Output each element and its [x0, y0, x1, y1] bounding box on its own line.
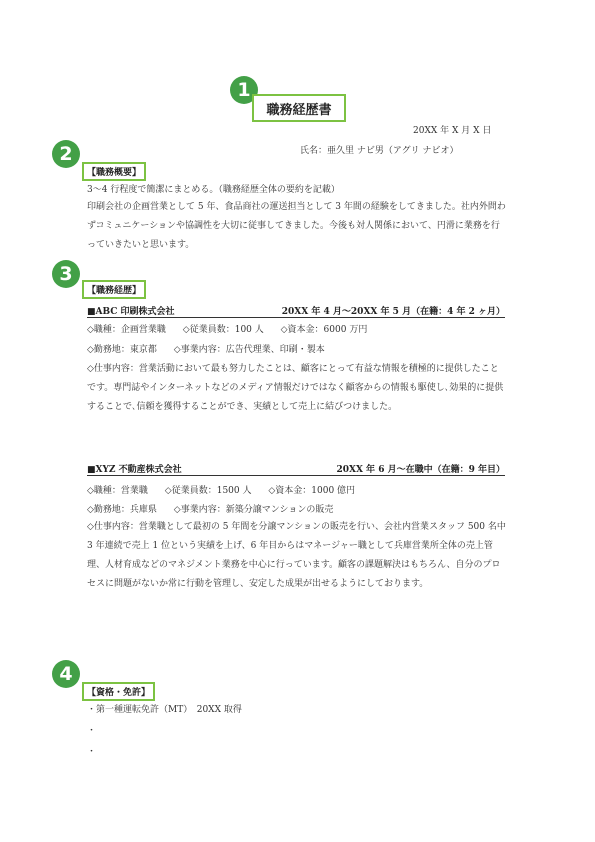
document-date: 20XX 年 X 月 X 日 [413, 126, 492, 136]
job-employees: ◇従業員数：1500 人 [164, 486, 252, 496]
job-header [87, 462, 505, 476]
job-period: 20XX 年 6 月～在職中（在籍：9 年目） [336, 465, 505, 475]
license-item: ・第一種運転免許（MT） 20XX 取得 [87, 705, 242, 715]
job-capital: ◇資本金：1000 億円 [268, 486, 356, 496]
job-duties: ◇仕事内容：営業活動において最も努力したことは、顧客にとって有益な情報を積極的に提供したことです。専門誌やインターネットなどのメディア情報だけではなく顧客からの情報も駆使し､効果的に提供することで､信頼を獲得することができ、実績として売上に結びつけました。 [87, 364, 504, 412]
job-business: ◇事業内容：新築分譲マンションの販売 [173, 505, 334, 515]
licenses-heading: 【資格・免許】 [82, 682, 155, 701]
history-heading: 【職務経歴】 [82, 280, 146, 299]
job-company: ■XYZ 不動産株式会社 [87, 465, 182, 475]
job-period: 20XX 年 4 月～20XX 年 5 月（在籍：4 年 2 ヶ月） [281, 307, 505, 317]
job-business: ◇事業内容：広告代理業、印刷・製本 [173, 345, 325, 355]
job-info-row [87, 504, 347, 516]
job-info-row [87, 485, 369, 497]
job-info-row [87, 324, 381, 336]
job-duties: ◇仕事内容：営業職として最初の 5 年間を分譲マンションの販売を行い、会社内営業スタッフ 500 名中 3 年連続で売上 1 位という実績を上げ、6 年目からはマネージャー職として兵庫営業所全体の売上管理、人材育成などのマネジメント業務を中心に行っています。顧客の課題解決はもちろん、自分のプロセスに問題がないか常に行動を管理し、安定した成果が出せるようにしております。 [87, 522, 506, 589]
license-item: ・ [87, 747, 97, 757]
license-list [87, 700, 242, 763]
summary-body: 印刷会社の企画営業として 5 年、食品商社の運送担当として 3 年間の経験をしてきました。社内外問わずコミュニケーションや協調性を大切に従事してきました。今後も対人関係において、円滑に業務を行っていきたいと思います。 [87, 202, 506, 250]
number-badge-4: 4 [52, 660, 80, 688]
name-line: 氏名：亜久里 ナビ男（アグリ ナビオ） [300, 146, 459, 156]
number-badge-2: 2 [52, 140, 80, 168]
job-position: ◇職種：企画営業職 [87, 325, 166, 335]
job-position: ◇職種：営業職 [87, 486, 148, 496]
job-employees: ◇従業員数：100 人 [182, 325, 264, 335]
job-header [87, 304, 505, 318]
job-capital: ◇資本金：6000 万円 [280, 325, 368, 335]
summary-lead: 3～4 行程度で簡潔にまとめる。（職務経歴全体の要約を記載） [87, 185, 340, 195]
number-badge-1: 1 [230, 76, 258, 104]
job-location: ◇勤務地：東京都 [87, 345, 157, 355]
document-title: 職務経歴書 [252, 94, 346, 122]
summary-heading: 【職務概要】 [82, 162, 146, 181]
job-company: ■ABC 印刷株式会社 [87, 307, 175, 317]
license-item: ・ [87, 726, 97, 736]
job-location: ◇勤務地：兵庫県 [87, 505, 157, 515]
job-info-row [87, 344, 339, 356]
number-badge-3: 3 [52, 260, 80, 288]
